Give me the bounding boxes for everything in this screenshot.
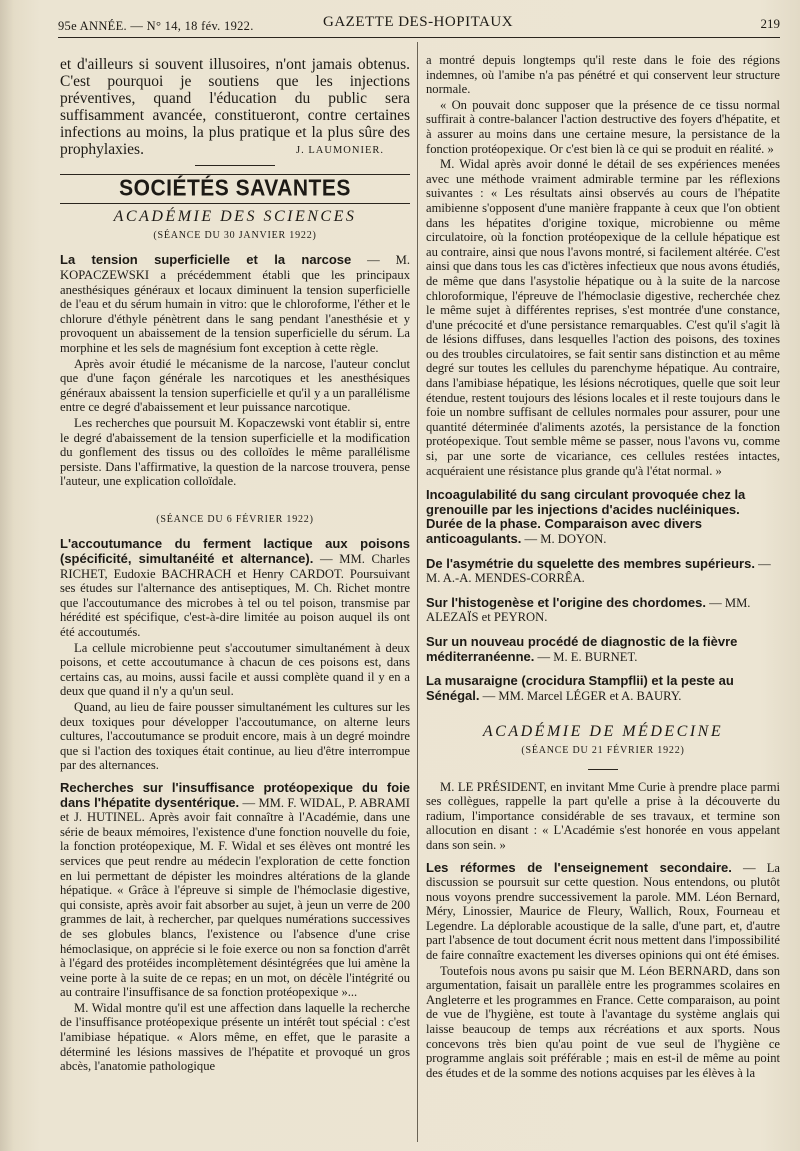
session-date-1: (SÉANCE DU 30 JANVIER 1922) [153,229,317,241]
article-incoagulabilite [426,488,780,546]
article-paragraph: La cellule microbienne peut s'accoutumer simultanément à deux poisons, et cette accoutumance à chacun de ces poisons est, dans certains cas, au moins, aussi facile et aussi complète quand il y en a deux que quand il n'y a qu'un seul. [60,640,410,699]
article-body: — MM. F. WIDAL, P. ABRAMI et J. HUTINEL. Après avoir fait connaître à l'Académie, dans une série de beaux mémoires, l'existence d'une fonction nouvelle du foie, la fonction protéopexique, M. F. Widal et ses élèves ont montré les services que peut rendre au médecin l'exploration de cette fonction en lui permettant de dépister les moindres altérations de la glande hépatique. « Grâce à l'épreuve si simple de l'hémoclasie digestive, qui consiste, après avoir fait absorber au sujet, à jeun un verre de 200 grammes de lait, à rechercher, par quelques numérations successives de ses globules blancs, l'existence ou l'absence d'une crise hémoclasique, on apprécie si le foie exerce ou non sa fonction d'arrêt à l'égard des protéides incomplètement désintégrées que lui amène la veine porte à la suite de ce repas; en un mot, on décèle l'intégrité ou au contraire l'insuffisance de sa fonction protéopexique »... [60,795,410,1000]
issue-info: 95e ANNÉE. — N° 14, 18 fév. 1922. [58,19,254,33]
article-title: Sur un nouveau procédé de diagnostic de la fièvre méditerranéenne. [426,633,738,664]
continued-paragraph: M. Widal après avoir donné le détail de ses expériences menées avec une méthode vraiment admirable termine par les réflexions suivantes : « Les résultats ainsi observés au cours de l'hépatite amibienne s'opposent d'une manière frappante à ceux que l'on obtient dans les hépatites d'origine toxique, microbienne ou même circulatoire, où la fonction protéopexique de la cellule hépatique est au contraire, ainsi que nous l'avons montré, si facilement altérée. C'est ainsi que dans tous les cas d'ictères infectieux que nous avons étudiés, de même que dans l'asystolie hépatique ou à la suite de la narcose chloroformique, l'épreuve de l'hémoclasie digestive, recherchée chez le même sujet à différentes reprises, s'est montrée d'une constance, d'une précocité et d'une persistance remarquables. C'est qu'il s'agit là de lésions diffuses, dans lesquelles l'action des poisons, des toxines ou des troubles circulatoires, se fait sentir sans distinction et au même degré sur toutes les cellules du parenchyme hépatique. Au contraire, dans l'amibiase hépatique, les lésions nécrotiques, quelle que soit leur étendue, restent toujours des lésions locales et il reste toujours dans le foie un nombre suffisant de cellules normales pour assurer, pour une quantité déterminée d'aliments azotés, la persistance de la fonction protéopexique. Tout semble même se passer, nous l'avons vu, comme si, par une sorte de vicariance, ces cellules restées intactes, acquéraient une résistance plus grande qu'à l'état normal. » [426,157,780,478]
article-author: — M. A.-A. MENDES-CORRÊA. [426,556,771,586]
article-author: — M. E. BURNET. [537,649,638,664]
article-paragraph: Les recherches que poursuit M. Kopaczewski vont établir si, entre le degré d'abaissement de la tension superficielle et la modification du gonflement des tissus ou des colloïdes le même parallélisme persiste. Dans l'affirmative, la question de la narcose trouvera, pense l'auteur, une explication colloïdale. [60,415,410,489]
separator-rule [588,769,618,770]
article-fievre-mediterraneenne [426,635,780,664]
section-top-rule [60,174,410,175]
continued-paragraph: « On pouvait donc supposer que la présence de ce tissu normal suffirait à contre-balancer l'action destructive des foyers d'hépatite, et à assurer au moins dans une certaine mesure, la persistance de la fonction protéopexique. Or c'est bien là ce qui se produit en réalité. » [426,97,780,156]
article-paragraph: Quand, au lieu de faire pousser simultanément les cultures sur les deux toxiques pour développer l'accoutumance, on alterne leurs cultures, l'accoutumance se produit encore, mais à un degré moindre que si l'action des toxiques était continue, au lieu d'être interrompue par des alternances. [60,700,410,773]
article-author: — M. DOYON. [524,532,607,546]
article-author: — M. KOPACZEWSKI [60,253,410,282]
section-bottom-rule [60,203,410,204]
article-title: Les réformes de l'enseignement secondaire. [426,859,732,875]
intro-signature: J. LAUMONIER. [296,145,384,156]
article-author: — MM. Marcel LÉGER et A. BAURY. [482,688,682,703]
article-paragraph: Après avoir étudié le mécanisme de la narcose, l'auteur conclut que d'une façon générale les narcotiques et les anesthésiques généraux abaissent la tension superficielle et qu'il y a un parallélisme entre ce degré d'abaissement et leur puissance narcotique. [60,356,410,415]
right-column [426,53,780,1143]
academy-sciences-heading: ACADÉMIE DES SCIENCES [113,208,357,226]
journal-title: GAZETTE DES-HOPITAUX [323,14,514,30]
article-title: La musaraigne (crocidura Stampflii) et la peste au Sénégal. [426,673,734,703]
separator-rule [195,165,275,166]
article-paragraph: M. Widal montre qu'il est une affection dans laquelle la recherche de l'insuffisance protéopexique présente un intérêt tout spécial : c'est l'amibiase hépatique. « Alors même, en effet, que le parasite a déterminé les lésions massives de l'hépatite et provoqué un gros abcès, l'anatomie pathologique [60,1000,410,1074]
president-paragraph: M. LE PRÉSIDENT, en invitant Mme Curie à prendre place parmi ses collègues, rappelle la part qu'elle a prise à la découverte du radium, l'importance considérable de ses travaux, et termine son allocution en disant : « L'Académie s'est honorée en vous appelant dans son sein. » [426,779,780,852]
article-accoutumance [60,537,410,773]
article-title: La tension superficielle et la narcose [60,252,352,268]
page-header [58,13,780,35]
academy-medecine-heading: ACADÉMIE DE MÉDECINE [482,723,724,741]
article-body: — La discussion se poursuit sur cette question. Nous entendons, ou plutôt nous voyons prendre successivement la parole. MM. Léon Bernard, Méry, Linossier, Maurice de Fleury, Wallich, Roux, Fourneau et Legendre. La déplorable acoustique de la salle, d'une part, et, d'autre part l'absence de tout document écrit nous mettent dans l'impossibilité de faire connaître exactement les diverses opinions qui ont été émises. [426,860,780,963]
session-date-2: (SÉANCE DU 6 FÉVRIER 1922) [156,513,314,525]
article-title: Sur l'histogenèse et l'origine des chordomes. [426,594,706,610]
article-reformes-enseignement [426,861,780,1081]
article-author: — MM. ALEZAÏS et PEYRON. [426,595,751,625]
left-column [60,56,410,1136]
article-chordomes [426,596,780,625]
page-number: 219 [760,16,780,31]
article-asymetrie [426,557,780,586]
continued-paragraph: a montré depuis longtemps qu'il reste dans le foie des régions indemnes, où l'amibe n'a pas pénétré et qui conservent leur structure normale. [426,53,780,97]
article-title: Recherches sur l'insuffisance protéopexique du foie dans l'hépatite dysentérique. [60,779,410,810]
section-title: SOCIÉTÉS SAVANTES [119,175,351,201]
article-tension-superficielle [60,253,410,489]
article-title: De l'asymétrie du squelette des membres supérieurs. [426,555,755,571]
header-rule [58,37,780,38]
intro-paragraph: et d'ailleurs si souvent illusoires, n'ont jamais obtenus. C'est pourquoi je soutiens que les injections préventives, quand l'éducation du public sera suffisamment avancée, constitueront, contre certaines infections au moins, la plus pratique et la plus sûre des prophylaxies. [60,56,410,158]
article-title: Incoagulabilité du sang circulant provoquée chez la grenouille par les injections d'acides nucléiniques. Durée de la phase. Comparaison avec divers anticoagulants. [426,487,746,546]
session-date-3: (SÉANCE DU 21 FÉVRIER 1922) [521,744,685,756]
article-insuffisance-proteopexique [60,781,410,1074]
article-body: — MM. Charles RICHET, Eudoxie BACHRACH et Henry CARDOT. Poursuivant ses études sur l'alternance des antiseptiques, M. Ch. Richet montre que l'accoutumance des microbes à tel ou tel poison, transmise par hérédité est spécifique, c'est-à-dire limitée au poison auquel ils ont été accoutumés. [60,552,410,640]
article-body: a précédemment établi que les principaux anesthésiques généraux et locaux diminuent la tension superficielle de l'eau et du sérum humain in vitro: que le chloroforme, l'éther et le chlorure d'éthyle pénètrent dans le sang pendant l'anesthésie et y provoquent un abaissement de la tension superficielle du sérum. La morphine et les sels de magnésium font exception à cette règle. [60,267,410,355]
article-musaraigne [426,674,780,703]
article-title: L'accoutumance du ferment lactique aux poisons (spécificité, simultanéité et alternance). [60,536,410,567]
column-divider [417,42,418,1142]
article-paragraph: Toutefois nous avons pu saisir que M. Léon BERNARD, dans son argumentation, faisait un parallèle entre les programmes scolaires en Angleterre et les programmes en France. Cette comparaison, au point de vue de l'hygiène, est toute à l'avantage du système anglais qui laisse beaucoup de temps aux récréations et aux sports. Nous concevons très bien qu'au point de vue seul de l'hygiène ce programme anglais soit préférable ; mais en est-il de même au point des études et de la somme des notions acquises par les élèves à la [426,963,780,1080]
